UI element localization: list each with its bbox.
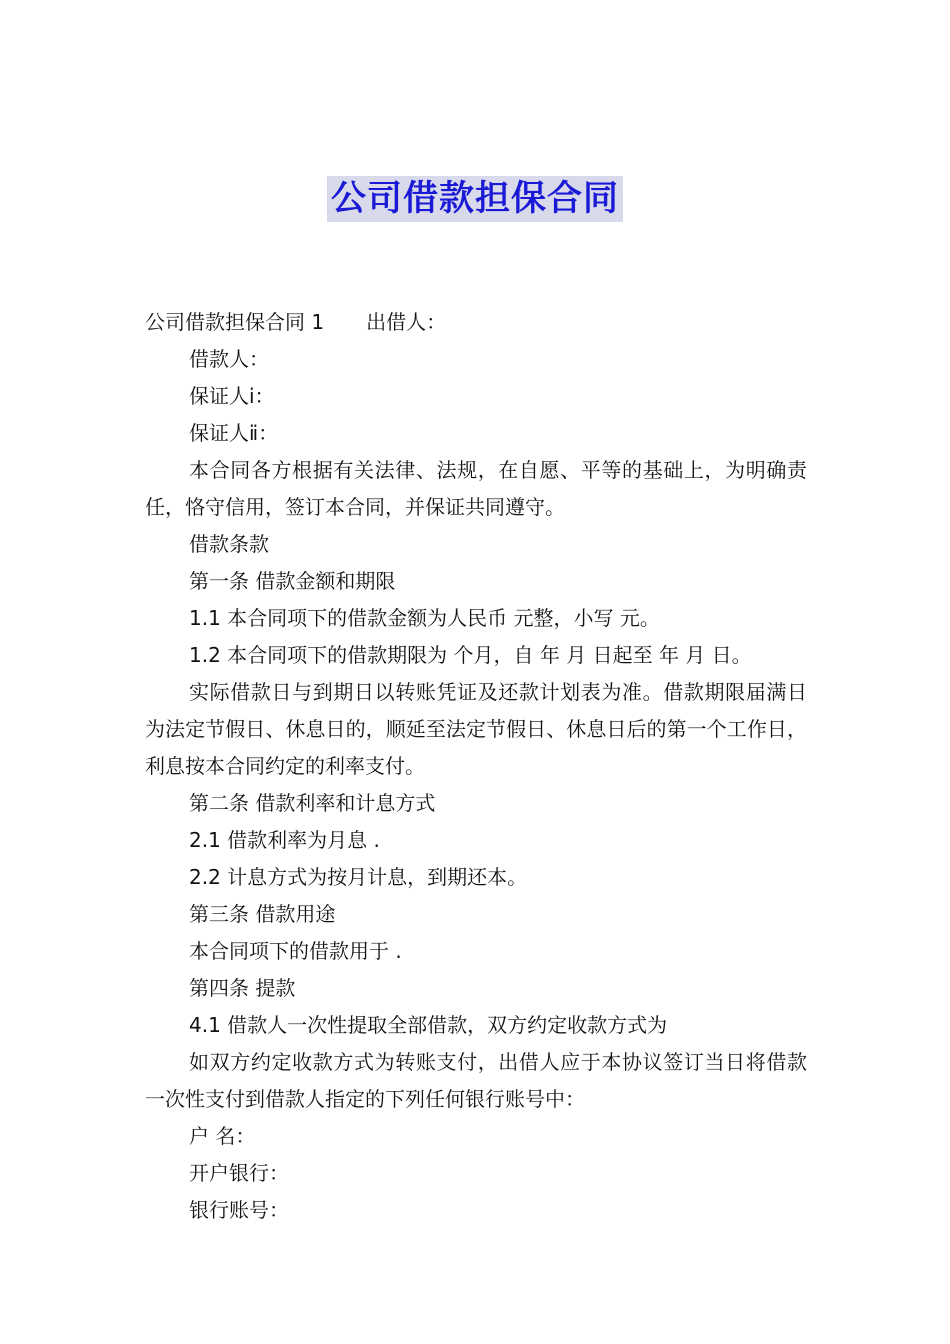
paragraph-guarantor-1: 保证人ⅰ： <box>189 384 275 408</box>
clause-1-2: 1.2 本合同项下的借款期限为 个月，自 年 月 日起至 年 月 日。 <box>189 643 752 667</box>
article-3-heading: 第三条 借款用途 <box>189 902 336 926</box>
paragraph-actual-loan-date: 实际借款日与到期日以转账凭证及还款计划表为准。借款期限届满日为法定节假日、休息日的，顺延至法定节假日、休息日后的第一个工作日，利息按本合同约定的利率支付。 <box>145 680 807 778</box>
paragraph-transfer-payment: 如双方约定收款方式为转账支付，出借人应于本协议签订当日将借款一次性支付到借款人指定的下列任何银行账号中： <box>145 1050 807 1111</box>
article-4-heading: 第四条 提款 <box>189 976 296 1000</box>
paragraph-guarantor-2: 保证人ⅱ： <box>189 421 279 445</box>
title-container <box>0 176 950 222</box>
clause-4-1: 4.1 借款人一次性提取全部借款，双方约定收款方式为 <box>189 1013 668 1037</box>
clause-2-2: 2.2 计息方式为按月计息，到期还本。 <box>189 865 528 889</box>
paragraph-borrower: 借款人： <box>189 347 269 371</box>
clause-2-1: 2.1 借款利率为月息 . <box>189 828 380 852</box>
paragraph-loan-purpose: 本合同项下的借款用于 . <box>189 939 402 963</box>
lender-label: 出借人： <box>366 310 447 334</box>
paragraph-preamble: 本合同各方根据有关法律、法规，在自愿、平等的基础上，为明确责任，恪守信用，签订本合同，并保证共同遵守。 <box>145 458 807 519</box>
field-bank-account: 银行账号： <box>189 1198 289 1222</box>
document-body <box>145 304 807 1229</box>
section-heading-loan-terms: 借款条款 <box>189 532 269 556</box>
first-line <box>145 304 807 341</box>
field-account-name: 户 名： <box>189 1124 256 1148</box>
article-1-heading: 第一条 借款金额和期限 <box>189 569 396 593</box>
field-bank-name: 开户银行： <box>189 1161 289 1185</box>
document-title: 公司借款担保合同 <box>327 176 623 222</box>
clause-1-1: 1.1 本合同项下的借款金额为人民币 元整，小写 元。 <box>189 606 660 630</box>
header-left-text: 公司借款担保合同 1 <box>145 310 325 334</box>
article-2-heading: 第二条 借款利率和计息方式 <box>189 791 436 815</box>
